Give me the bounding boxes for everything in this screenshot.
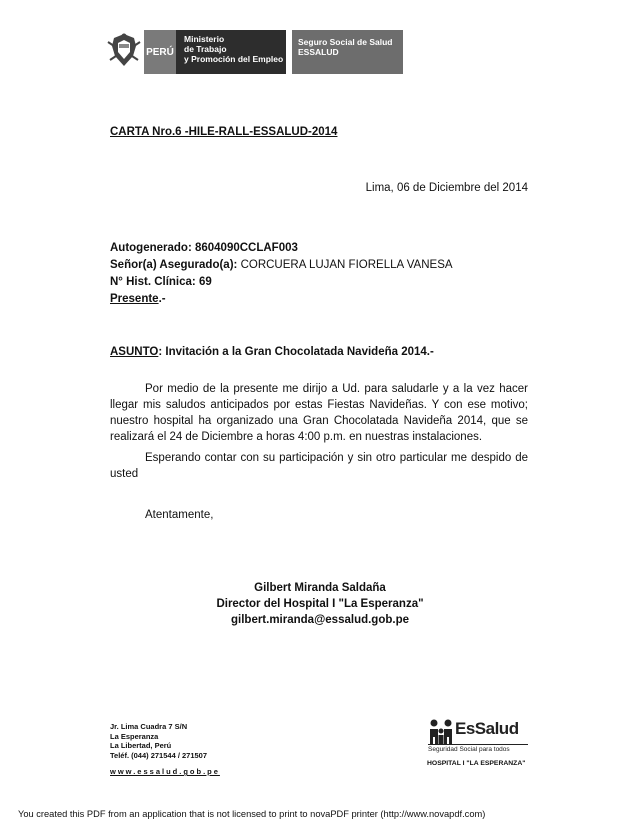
insured-name: CORCUERA LUJAN FIORELLA VANESA: [237, 259, 453, 271]
subject-line: [110, 344, 434, 360]
essalud-line: ESSALUD: [298, 47, 339, 57]
body-paragraph: Esperando contar con su participación y sin otro particular me despido de usted: [110, 452, 528, 480]
insured-line: [110, 257, 453, 273]
ministry-name: [176, 30, 286, 74]
signer-title: Director del Hospital I "La Esperanza": [216, 598, 424, 610]
essalud-name: [292, 30, 403, 74]
closing: Atentamente,: [145, 509, 214, 521]
body-paragraph: Por medio de la presente me dirijo a Ud. para saludarle y a la vez hacer llegar mis saludos anticipados por estas Fiestas Navideñas. Y con ese motivo; nuestro hospital ha organizado una Gran Chocolatada Navideña 2014, que se realizará el 24 de Diciembre a horas 4:00 p.m. en nuestras instalaciones.: [110, 383, 528, 443]
address-line: La Libertad, Perú: [110, 741, 172, 750]
ministry-line: y Promoción del Empleo: [184, 54, 284, 64]
hospital-name: HOSPITAL I "LA ESPERANZA": [427, 760, 526, 767]
present-line: [110, 291, 166, 307]
novapdf-link[interactable]: http://www.novapdf.com: [383, 809, 483, 819]
footer-address: [110, 722, 207, 760]
essalud-logo: [428, 717, 528, 757]
header-logo: [106, 30, 403, 74]
address-line: Teléf. (044) 271544 / 271507: [110, 750, 208, 760]
website-link[interactable]: www.essalud.gob.pe: [110, 767, 220, 776]
place-date: Lima, 06 de Diciembre del 2014: [365, 182, 528, 194]
essalud-line: Seguro Social de Salud: [298, 37, 393, 47]
notice-close: ): [482, 809, 486, 819]
autogenerated-code: Autogenerado: 8604090CCLAF003: [110, 242, 298, 254]
address-line: Jr. Lima Cuadra 7 S/N: [110, 722, 188, 731]
essalud-wordmark: EsSalud: [455, 719, 519, 738]
license-notice: [18, 809, 485, 819]
clinical-history: N° Hist. Clínica: 69: [110, 276, 212, 288]
peru-label: PERÚ: [144, 30, 176, 74]
address-line: La Esperanza: [110, 731, 159, 741]
signature-block: [170, 580, 470, 628]
signer-email: gilbert.miranda@essalud.gob.pe: [231, 614, 409, 626]
insured-label: Señor(a) Asegurado(a):: [110, 259, 238, 271]
notice-text: You created this PDF from an application that is not licensed to print to novaPDF printer (: [18, 809, 384, 819]
letter-reference: CARTA Nro.6 -HILE-RALL-ESSALUD-2014: [110, 126, 338, 138]
coat-of-arms-icon: [106, 32, 142, 72]
essalud-tagline: Seguridad Social para todos: [428, 744, 528, 753]
ministry-line: de Trabajo: [184, 44, 227, 54]
present-tail: .-: [158, 293, 166, 305]
signer-name: Gilbert Miranda Saldaña: [254, 582, 386, 594]
subject-word: ASUNTO: [110, 346, 159, 358]
subject-text: : Invitación a la Gran Chocolatada Navideña 2014.-: [158, 346, 434, 358]
ministry-line: Ministerio: [184, 34, 225, 44]
present-word: Presente: [110, 293, 159, 305]
